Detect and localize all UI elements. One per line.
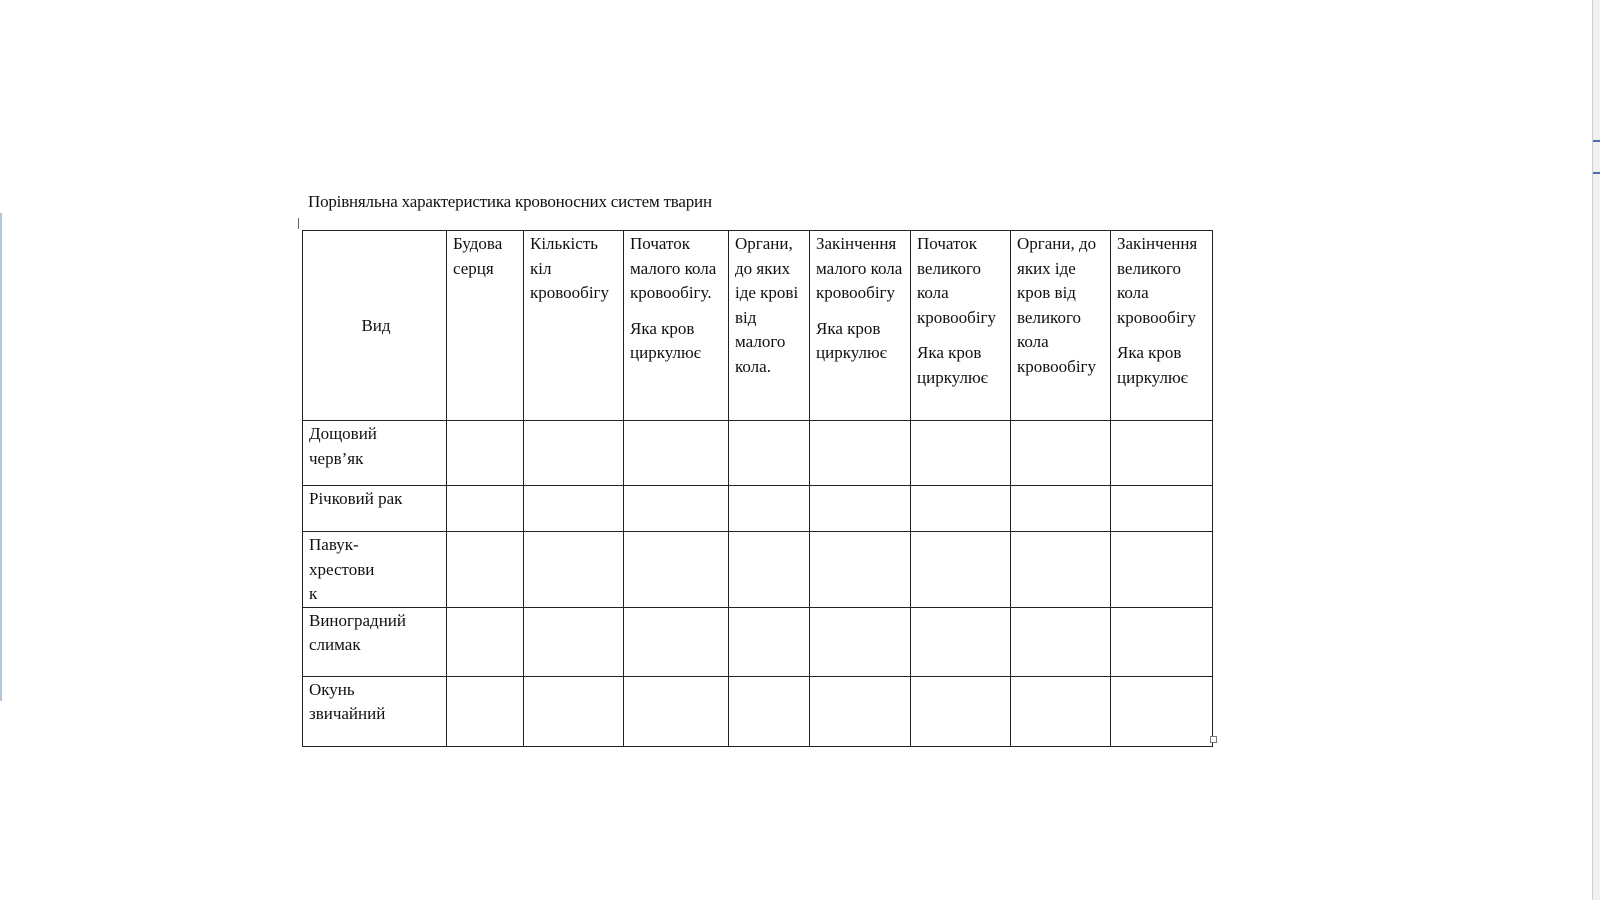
empty-cell[interactable] [624,421,729,486]
scrollbar-marker [1593,172,1600,174]
header-cell-large-circle-start[interactable] [911,231,1011,421]
header-large-circle-end-sub: Яка кров циркулює [1117,343,1188,387]
empty-cell[interactable] [810,607,911,676]
empty-cell[interactable] [911,421,1011,486]
empty-cell[interactable] [624,676,729,746]
empty-cell[interactable] [1111,607,1213,676]
empty-cell[interactable] [1011,676,1111,746]
scrollbar-marker [1593,140,1600,142]
table-row [303,421,1213,486]
table-row [303,532,1213,608]
species-cell[interactable] [303,421,447,486]
empty-cell[interactable] [1111,486,1213,532]
species-name: Річковий рак [309,489,403,508]
empty-cell[interactable] [810,532,911,608]
header-cell-heart-structure[interactable] [447,231,524,421]
table-row [303,676,1213,746]
table-header-row [303,231,1213,421]
species-name: Дощовий черв’як [309,424,377,468]
empty-cell[interactable] [1011,421,1111,486]
empty-cell[interactable] [911,607,1011,676]
empty-cell[interactable] [447,676,524,746]
header-large-circle-organs-label: Органи, до яких іде кров від великого кола кровообігу [1017,234,1097,376]
comparison-table [302,230,1213,747]
empty-cell[interactable] [524,676,624,746]
empty-cell[interactable] [729,486,810,532]
header-small-circle-end-label: Закінчення малого кола кровообігу [816,234,903,302]
empty-cell[interactable] [447,486,524,532]
empty-cell[interactable] [624,607,729,676]
empty-cell[interactable] [810,421,911,486]
empty-cell[interactable] [1011,532,1111,608]
empty-cell[interactable] [911,532,1011,608]
header-small-circle-start-sub: Яка кров циркулює [630,318,701,362]
table-row [303,607,1213,676]
species-cell[interactable] [303,676,447,746]
page-left-edge [0,213,2,701]
empty-cell[interactable] [729,676,810,746]
empty-cell[interactable] [524,486,624,532]
empty-cell[interactable] [729,421,810,486]
species-name: Окунь звичайний [309,679,386,723]
empty-cell[interactable] [1111,676,1213,746]
header-cell-species[interactable] [303,231,447,421]
header-circulation-count-label: Кількість кіл кровообігу [530,234,610,302]
table-row [303,486,1213,532]
empty-cell[interactable] [1011,486,1111,532]
header-cell-circulation-count[interactable] [524,231,624,421]
table-title: Порівняльна характеристика кровоносних систем тварин [308,192,712,211]
empty-cell[interactable] [447,532,524,608]
header-small-circle-start-label: Початок малого кола кровообігу. [630,234,717,302]
empty-cell[interactable] [729,607,810,676]
header-large-circle-start-label: Початок великого кола кровообігу [917,234,997,327]
header-heart-structure-label: Будова серця [453,234,503,278]
species-cell[interactable] [303,532,447,608]
header-species-label: Вид [361,315,391,335]
table-resize-handle[interactable] [1210,736,1217,743]
header-cell-large-circle-end[interactable] [1111,231,1213,421]
empty-cell[interactable] [1111,532,1213,608]
empty-cell[interactable] [810,676,911,746]
header-small-circle-organs-label: Органи, до яких іде крові від малого кола. [735,234,799,376]
empty-cell[interactable] [524,607,624,676]
empty-cell[interactable] [447,607,524,676]
empty-cell[interactable] [1111,421,1213,486]
header-cell-small-circle-end[interactable] [810,231,911,421]
header-cell-small-circle-organs[interactable] [729,231,810,421]
species-cell[interactable] [303,607,447,676]
empty-cell[interactable] [624,532,729,608]
empty-cell[interactable] [524,532,624,608]
species-name: Павук-хрестовик [309,535,375,603]
vertical-scrollbar[interactable] [1592,0,1600,900]
table-move-anchor[interactable] [298,218,303,229]
empty-cell[interactable] [729,532,810,608]
empty-cell[interactable] [1011,607,1111,676]
species-cell[interactable] [303,486,447,532]
empty-cell[interactable] [911,486,1011,532]
header-large-circle-end-label: Закінчення великого кола кровообігу [1117,234,1198,327]
empty-cell[interactable] [524,421,624,486]
species-name: Виноградний слимак [309,610,406,654]
header-large-circle-start-sub: Яка кров циркулює [917,343,988,387]
empty-cell[interactable] [810,486,911,532]
empty-cell[interactable] [447,421,524,486]
header-cell-large-circle-organs[interactable] [1011,231,1111,421]
empty-cell[interactable] [911,676,1011,746]
header-cell-small-circle-start[interactable] [624,231,729,421]
header-small-circle-end-sub: Яка кров циркулює [816,318,887,362]
empty-cell[interactable] [624,486,729,532]
